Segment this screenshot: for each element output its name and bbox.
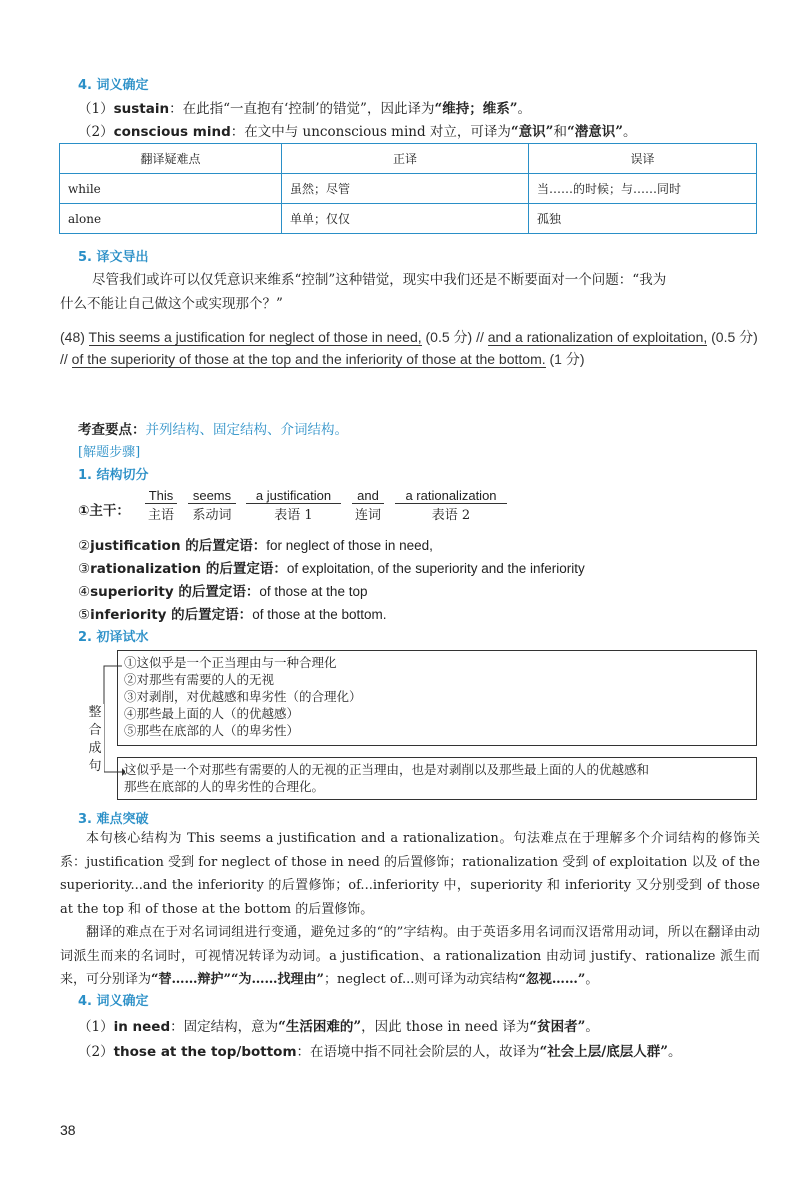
main-part — [145, 488, 177, 523]
item-number: （2） — [78, 124, 114, 140]
mod-label: 的后置定语： — [166, 607, 253, 623]
punct: 。 — [668, 1044, 682, 1060]
key-points-value: 并列结构、固定结构、介词结构。 — [145, 422, 348, 438]
main-part — [395, 488, 507, 523]
mod-text: for neglect of those in need, — [266, 538, 433, 553]
vocab-explain: ：在语境中指不同社会阶层的人，故译为 — [296, 1044, 540, 1060]
key-points — [78, 418, 348, 438]
mod-term: rationalization — [90, 561, 202, 577]
section-heading-translation-output: 5. 译文导出 — [78, 250, 149, 265]
table-cell: while — [60, 174, 282, 204]
main-role: 表语 1 — [274, 508, 313, 523]
para-bold: “忽视……” — [518, 972, 586, 987]
mod-number: ② — [78, 538, 91, 554]
mod-text: of those at the bottom. — [252, 607, 387, 622]
vocab-term: those at the top/bottom — [113, 1044, 297, 1060]
punct: 。 — [585, 1019, 599, 1035]
question-number: (48) — [60, 329, 85, 345]
combine-char: 合 — [88, 723, 102, 738]
table-header: 正译 — [282, 144, 529, 174]
main-word: This — [145, 488, 177, 504]
vocab-translation: “维持；维系” — [434, 101, 518, 117]
table-row — [60, 204, 757, 234]
mod-label: 的后置定语： — [201, 561, 287, 577]
item-number: （1） — [78, 1019, 114, 1035]
translation-line: 尽管我们或许可以仅凭意识来维系“控制”这种错觉，现实中我们还是不断要面对一个问题：“我为 — [92, 272, 667, 288]
conj: 和 — [553, 124, 567, 140]
main-word: and — [352, 488, 384, 504]
vocab-translation: “潜意识” — [566, 124, 623, 140]
page-number: 38 — [60, 1122, 76, 1138]
mod-label: 的后置定语： — [173, 584, 260, 600]
combined-line: 那些在底部的人的卑劣性的合理化。 — [124, 779, 325, 794]
mod-label: 的后置定语： — [180, 538, 267, 554]
combine-char: 句 — [88, 759, 102, 774]
combine-char: 整 — [88, 705, 102, 720]
main-structure-label: ①主干： — [78, 503, 130, 519]
vocab-explain: ，因此 those in need 译为 — [361, 1019, 530, 1035]
difficulty-paragraph-2 — [60, 921, 760, 992]
modifier-line — [78, 603, 387, 623]
mod-text: of exploitation, of the superiority and the inferiority — [286, 561, 585, 576]
mod-number: ⑤ — [78, 607, 91, 623]
section-heading-word-meaning-2: 4. 词义确定 — [78, 994, 149, 1009]
draft-box — [117, 650, 757, 746]
draft-line: ②对那些有需要的人的无视 — [124, 672, 275, 687]
combined-line: 这似乎是一个对那些有需要的人的无视的正当理由，也是对剥削以及那些最上面的人的优越感和 — [124, 762, 650, 777]
translation-line: 什么不能让自己做这个或实现那个？” — [60, 296, 283, 312]
vocab-term: in need — [113, 1019, 171, 1035]
table-row — [60, 174, 757, 204]
mod-number: ③ — [78, 561, 91, 577]
draft-line: ④那些最上面的人（的优越感） — [124, 706, 300, 721]
para-text: 。 — [585, 972, 599, 987]
vocab-line-top-bottom — [78, 1040, 682, 1060]
main-part — [188, 488, 236, 523]
main-role: 系动词 — [192, 508, 232, 523]
table-cell: 单单；仅仅 — [282, 204, 529, 234]
combine-char: 成 — [88, 741, 102, 756]
vocab-explain: ：固定结构，意为 — [170, 1019, 279, 1035]
draft-line: ①这似乎是一个正当理由与一种合理化 — [124, 655, 337, 670]
steps-heading: [解题步骤] — [78, 445, 141, 460]
section-heading-draft: 2. 初译试水 — [78, 630, 149, 645]
main-word: seems — [188, 488, 236, 504]
draft-line: ③对剥削，对优越感和卑劣性（的合理化） — [124, 689, 362, 704]
combine-label — [86, 704, 104, 776]
vocab-term: sustain — [113, 101, 170, 117]
vocab-line-conscious-mind — [78, 120, 636, 140]
modifier-line — [78, 534, 433, 554]
main-word: a rationalization — [395, 488, 507, 504]
draft-line: ⑤那些在底部的人（的卑劣性） — [124, 723, 300, 738]
punct: 。 — [622, 124, 637, 140]
modifier-line — [78, 580, 367, 600]
mod-number: ④ — [78, 584, 91, 600]
table-cell: 虽然；尽管 — [282, 174, 529, 204]
table-header-row — [60, 144, 757, 174]
section-heading-word-meaning: 4. 词义确定 — [78, 78, 149, 93]
question-segment: of the superiority of those at the top and the inferiority of those at the bottom. — [71, 351, 546, 367]
mod-term: inferiority — [90, 607, 167, 623]
para-bold: “替……辩护”“为……找理由” — [151, 972, 324, 987]
translation-difficulty-table — [59, 143, 757, 234]
vocab-translation: “生活困难的” — [278, 1019, 362, 1035]
segment-score: (0.5 分) // — [425, 329, 484, 345]
table-header: 误译 — [529, 144, 757, 174]
vocab-term: conscious mind — [113, 124, 231, 140]
main-word: a justification — [246, 488, 341, 504]
question-segment: and a rationalization of exploitation, — [487, 329, 708, 345]
para-text: ；neglect of...则可译为动宾结构 — [323, 972, 519, 987]
key-points-label: 考查要点： — [78, 422, 146, 438]
combined-box — [117, 757, 757, 800]
vocab-translation: “社会上层/底层人群” — [539, 1044, 668, 1060]
main-role: 主语 — [147, 508, 174, 523]
difficulty-paragraph-1: 本句核心结构为 This seems a justification and a rationalization。句法难点在于理解多个介词结构的修饰关系：justification 受到 for neglect of those in need 的后置修饰；rationalization 受到 of exploitation 以及 of the superiority...and the inferiority 的后置修饰；of...inferiority 中，superiority 和 inferiority 又分别受到 of those at the top 和 of those at the bottom 的后置修饰。 — [60, 831, 760, 917]
item-number: （1） — [78, 101, 114, 117]
section-heading-difficulty: 3. 难点突破 — [78, 812, 149, 827]
vocab-explain: ：在文中与 unconscious mind 对立，可译为 — [230, 124, 511, 140]
table-header: 翻译疑难点 — [60, 144, 282, 174]
section-heading-structure: 1. 结构切分 — [78, 468, 149, 483]
vocab-explain: ：在此指“一直抱有‘控制’的错觉”，因此译为 — [169, 101, 435, 117]
mod-term: superiority — [90, 584, 174, 600]
mod-term: justification — [90, 538, 181, 554]
vocab-line-sustain — [78, 97, 531, 117]
segment-score: (1 分) — [549, 351, 585, 367]
vocab-translation: “贫困者” — [529, 1019, 586, 1035]
table-cell: alone — [60, 204, 282, 234]
main-role: 连词 — [354, 508, 381, 523]
modifier-line — [78, 557, 585, 577]
question-segment: This seems a justification for neglect of those in need, — [88, 329, 422, 345]
main-role: 表语 2 — [431, 508, 471, 523]
vocab-line-in-need — [78, 1015, 599, 1035]
mod-text: of those at the top — [259, 584, 368, 599]
para-text: 翻译的难点在于对名词词组进行变通，避免过多的“的”字结构。由于英语多用名词而汉语常用动词，所以在翻译由动词派生而来的名词时，可视情况转译为动词。a justification、a rationalization 由动词 justify、rationalize 派生而来，可分别译为 — [60, 925, 760, 987]
vocab-translation: “意识” — [510, 124, 554, 140]
question-48 — [60, 326, 760, 370]
segment-score: (0.5 分) // — [60, 329, 758, 367]
table-cell: 孤独 — [529, 204, 757, 234]
item-number: （2） — [78, 1044, 114, 1060]
main-part — [246, 488, 341, 523]
punct: 。 — [517, 101, 531, 117]
main-part — [352, 488, 384, 523]
table-cell: 当……的时候；与……同时 — [529, 174, 757, 204]
